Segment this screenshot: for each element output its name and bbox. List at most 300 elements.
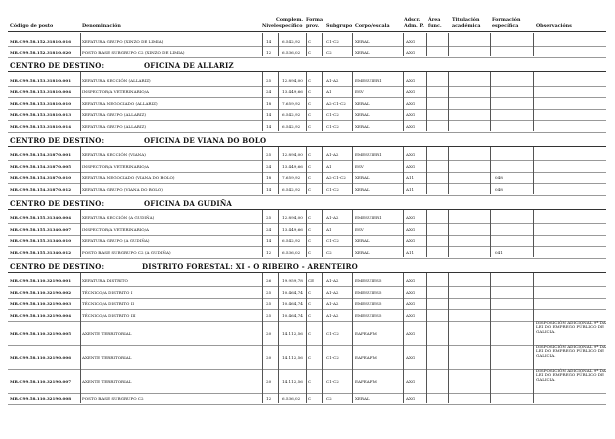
column-divider — [262, 319, 263, 344]
cell-complemento: 19.959,78 — [282, 278, 303, 284]
cell-adscrip: AXG — [406, 38, 416, 44]
cell-adscrip: AXG — [406, 396, 416, 402]
header-observacions: Observacións — [536, 23, 572, 29]
column-divider — [278, 44, 279, 56]
cell-subgrupo: C1-C2 — [326, 238, 339, 244]
cell-adscrip: AXG — [406, 301, 416, 307]
cell-nivel: 20 — [266, 378, 272, 384]
cell-corpo: ESV — [355, 226, 364, 232]
column-divider — [533, 367, 534, 392]
cell-complemento: 13.449,66 — [282, 226, 303, 232]
cell-complemento: 6.536,02 — [282, 49, 301, 55]
column-divider — [278, 343, 279, 368]
cell-complemento: 14.112,56 — [282, 354, 303, 360]
cell-forma: C — [308, 238, 312, 244]
cell-codigo: MR.C99.58.153.31810.013 — [10, 112, 72, 118]
cell-nivel: 14 — [266, 186, 272, 192]
cell-corpo: XERAL — [355, 112, 370, 118]
column-divider — [426, 343, 427, 368]
cell-subgrupo: C1-C2 — [326, 112, 339, 118]
section-label: CENTRO DE DESTINO: — [10, 61, 105, 70]
cell-subgrupo: A1-A2 — [326, 301, 339, 307]
cell-adscrip: AXG — [406, 312, 416, 318]
cell-forma: C — [308, 100, 312, 106]
cell-denominacion: POSTO BASE SUBGRUPO C2 (XINZO DE LIMIA) — [82, 49, 185, 55]
cell-corpo: EAFEAFM — [355, 354, 377, 360]
cell-complemento: 6.542,92 — [282, 186, 301, 192]
cell-adscrip: AXG — [406, 289, 416, 295]
cell-corpo: EAFEAFM — [355, 330, 377, 336]
cell-denominacion: POSTO BASE SUBGRUPO C2 (A GUDIÑA) — [82, 249, 171, 255]
column-divider — [262, 118, 263, 131]
cell-adscrip: AXG — [406, 112, 416, 118]
row-divider — [8, 46, 606, 47]
column-divider — [322, 44, 323, 56]
cell-corpo: EMESUIER1 — [355, 77, 382, 83]
cell-complemento: 7.659,92 — [282, 100, 301, 106]
cell-subgrupo: A1-A2 — [326, 312, 339, 318]
cell-adscrip: AXG — [406, 215, 416, 221]
cell-nivel: 25 — [266, 312, 272, 318]
column-divider — [322, 319, 323, 344]
cell-subgrupo: C2 — [326, 249, 332, 255]
cell-subgrupo: A1-A2 — [326, 289, 339, 295]
cell-complemento: 6.536,02 — [282, 396, 301, 402]
cell-subgrupo: A1 — [326, 163, 332, 169]
cell-denominacion: TÉCNICO/A DISTRITO II — [82, 301, 134, 307]
cell-complemento: 6.542,92 — [282, 112, 301, 118]
column-divider — [448, 343, 449, 368]
cell-corpo: XERAL — [355, 175, 370, 181]
column-divider — [426, 319, 427, 344]
header-denominacion: Denominación — [82, 23, 121, 29]
cell-corpo: EMESUIES5 — [355, 278, 382, 284]
row-divider — [8, 298, 606, 299]
cell-complemento: 10.464,74 — [282, 289, 303, 295]
column-divider — [533, 44, 534, 56]
cell-complemento: 6.536,02 — [282, 249, 301, 255]
cell-nivel: 25 — [266, 301, 272, 307]
column-divider — [278, 118, 279, 131]
cell-corpo: XERAL — [355, 249, 370, 255]
cell-forma: C — [308, 354, 312, 360]
cell-adscrip: AXG — [406, 163, 416, 169]
cell-denominacion: TÉCNICO/A DISTRITO I — [82, 289, 133, 295]
column-divider — [533, 181, 534, 194]
cell-formacion: 048 — [495, 186, 503, 192]
cell-denominacion: XEFATURA DISTRITO — [82, 278, 128, 284]
column-divider — [448, 244, 449, 257]
column-divider — [448, 181, 449, 194]
cell-nivel: 12 — [266, 249, 272, 255]
header-corpo: Corpo/escala — [355, 23, 390, 29]
cell-complemento: 6.542,92 — [282, 38, 301, 44]
cell-corpo: XERAL — [355, 38, 370, 44]
cell-forma: C — [308, 175, 312, 181]
column-divider — [490, 367, 491, 392]
row-divider — [8, 86, 606, 87]
column-divider — [352, 118, 353, 131]
column-divider — [352, 343, 353, 368]
cell-forma: C — [308, 396, 312, 402]
column-divider — [262, 343, 263, 368]
row-divider — [8, 393, 606, 394]
cell-denominacion: POSTO BASE SUBGRUPO C2 — [82, 396, 144, 402]
column-divider — [490, 343, 491, 368]
column-divider — [533, 391, 534, 404]
cell-formacion: 048 — [495, 175, 503, 181]
row-divider — [8, 57, 606, 58]
cell-forma: C — [308, 378, 312, 384]
cell-corpo: XERAL — [355, 123, 370, 129]
cell-subgrupo: A1-A2 — [326, 77, 339, 83]
cell-subgrupo: C1-C2 — [326, 378, 339, 384]
cell-corpo: EMESUIES5 — [355, 289, 382, 295]
column-divider — [262, 244, 263, 257]
column-divider — [306, 118, 307, 131]
column-divider — [490, 391, 491, 404]
section-name: DISTRITO FORESTAL: XI - O RIBEIRO - ARENTEIRO — [142, 261, 358, 271]
cell-subgrupo: A1-A2 — [326, 152, 339, 158]
column-divider — [352, 391, 353, 404]
cell-codigo: MR.C99.58.110.32190.004 — [10, 312, 72, 318]
column-divider — [306, 181, 307, 194]
cell-forma: C — [308, 249, 312, 255]
cell-denominacion: AXENTE TERRITORIAL — [82, 354, 132, 360]
cell-codigo: MR.C99.58.110.32190.002 — [10, 289, 72, 295]
column-divider — [322, 118, 323, 131]
cell-forma: C — [308, 77, 312, 83]
column-divider — [448, 391, 449, 404]
cell-nivel: 14 — [266, 238, 272, 244]
section-label: CENTRO DE DESTINO: — [10, 198, 105, 208]
cell-nivel: 25 — [266, 289, 272, 295]
cell-complemento: 14.112,56 — [282, 378, 303, 384]
column-divider — [533, 343, 534, 368]
row-divider — [8, 345, 606, 346]
row-divider — [8, 160, 606, 161]
cell-nivel: 25 — [266, 77, 272, 83]
column-divider — [352, 319, 353, 344]
cell-complemento: 7.659,92 — [282, 175, 301, 181]
row-divider — [8, 132, 606, 133]
column-divider — [352, 44, 353, 56]
column-divider — [80, 118, 81, 131]
row-divider — [8, 286, 606, 287]
section-rule — [8, 209, 606, 210]
column-divider — [262, 367, 263, 392]
column-divider — [403, 181, 404, 194]
row-divider — [8, 120, 606, 121]
section-rule — [8, 272, 606, 273]
cell-denominacion: XEFATURA GRUPO (ALLARIZ) — [82, 123, 146, 129]
column-divider — [306, 319, 307, 344]
column-divider — [322, 181, 323, 194]
column-divider — [262, 44, 263, 56]
cell-nivel: 14 — [266, 112, 272, 118]
cell-nivel: 12 — [266, 49, 272, 55]
cell-complemento: 13.449,66 — [282, 89, 303, 95]
cell-codigo: MR.C99.58.155.31340.007 — [10, 226, 72, 232]
cell-corpo: ESV — [355, 163, 364, 169]
cell-corpo: XERAL — [355, 186, 370, 192]
cell-codigo: MR.C99.58.110.32190.005 — [10, 330, 72, 336]
cell-complemento: 6.542,92 — [282, 123, 301, 129]
cell-subgrupo: C1-C2 — [326, 186, 339, 192]
cell-nivel: 25 — [266, 215, 272, 221]
cell-denominacion: XEFATURA SECCIÓN (ALLARIZ) — [82, 77, 151, 83]
row-divider — [8, 246, 606, 247]
cell-nivel: 18 — [266, 100, 272, 106]
cell-forma: C — [308, 89, 312, 95]
column-divider — [403, 343, 404, 368]
section-name: OFICINA DE VIANA DO BOLO — [144, 135, 267, 145]
cell-adscrip: AXG — [406, 152, 416, 158]
cell-nivel: 20 — [266, 354, 272, 360]
cell-observacions: DISPOSICIÓN ADICIONAL 9ª DA LEI DO EMPREGO PÚBLICO DE GALICIA. — [536, 367, 606, 382]
row-divider — [8, 321, 606, 322]
cell-subgrupo: C1-C2 — [326, 354, 339, 360]
column-divider — [426, 118, 427, 131]
cell-codigo: MR.C99.58.154.31870.012 — [10, 186, 72, 192]
cell-subgrupo: A1-A2 — [326, 278, 339, 284]
cell-codigo: MR.C99.58.110.32190.007 — [10, 378, 72, 384]
header-rule — [8, 31, 606, 32]
cell-denominacion: XEFATURA NEGOCIADO (VIANA DO BOLO) — [82, 175, 175, 181]
row-divider — [8, 195, 606, 196]
column-divider — [426, 181, 427, 194]
cell-subgrupo: A2-C1-C2 — [326, 100, 346, 106]
cell-codigo: MR.C99.58.153.31810.001 — [10, 77, 72, 83]
row-divider — [8, 258, 606, 259]
cell-forma: C — [308, 163, 312, 169]
column-divider — [306, 244, 307, 257]
row-divider — [8, 223, 606, 224]
cell-adscrip: A11 — [406, 186, 415, 192]
cell-forma: C — [308, 289, 312, 295]
cell-denominacion: XEFATURA GRUPO (ALLARIZ) — [82, 112, 146, 118]
column-divider — [80, 244, 81, 257]
column-divider — [448, 367, 449, 392]
section-rule — [8, 71, 606, 72]
cell-codigo: MR.C99.58.110.32190.006 — [10, 354, 72, 360]
column-divider — [278, 391, 279, 404]
cell-codigo: MR.C99.58.110.32190.008 — [10, 396, 72, 402]
column-divider — [306, 343, 307, 368]
column-divider — [403, 391, 404, 404]
cell-denominacion: INSPECTOR/A VETERINARIO/A — [82, 89, 149, 95]
cell-adscrip: AXG — [406, 226, 416, 232]
header-forma: Forma prov. — [306, 17, 324, 29]
cell-corpo: EMESUIER1 — [355, 152, 382, 158]
cell-forma: C — [308, 152, 312, 158]
column-divider — [448, 44, 449, 56]
column-divider — [262, 391, 263, 404]
cell-adscrip: AXG — [406, 378, 416, 384]
column-divider — [403, 319, 404, 344]
column-divider — [278, 319, 279, 344]
column-divider — [80, 181, 81, 194]
cell-codigo: MR.C99.58.152.31810.020 — [10, 49, 72, 55]
cell-codigo: MR.C99.58.155.31340.004 — [10, 215, 72, 221]
cell-adscrip: AXG — [406, 354, 416, 360]
cell-nivel: 24 — [266, 163, 272, 169]
cell-forma: C — [308, 301, 312, 307]
cell-complemento: 12.894,00 — [282, 152, 303, 158]
column-divider — [426, 244, 427, 257]
cell-complemento: 12.894,00 — [282, 77, 303, 83]
cell-denominacion: XEFATURA GRUPO (XINZO DE LIMIA) — [82, 38, 164, 44]
section-label: CENTRO DE DESTINO: — [10, 135, 105, 145]
header-nivel: Nivel — [262, 23, 276, 29]
cell-corpo: EAFEAFM — [355, 378, 377, 384]
header-codigo: Código de posto — [10, 23, 54, 29]
cell-forma: C — [308, 38, 312, 44]
cell-adscrip: AXG — [406, 123, 416, 129]
cell-forma: C — [308, 112, 312, 118]
cell-adscrip: AXG — [406, 77, 416, 83]
cell-forma: CE — [308, 278, 315, 284]
column-divider — [490, 118, 491, 131]
row-divider — [8, 404, 606, 405]
column-divider — [403, 367, 404, 392]
column-divider — [490, 319, 491, 344]
column-divider — [306, 391, 307, 404]
column-divider — [306, 367, 307, 392]
header-subgrupo: Subgrupo — [326, 23, 353, 29]
section-rule — [8, 146, 606, 147]
column-divider — [426, 391, 427, 404]
cell-codigo: MR.C99.58.153.31810.010 — [10, 100, 72, 106]
cell-complemento: 14.112,56 — [282, 330, 303, 336]
column-divider — [403, 118, 404, 131]
cell-nivel: 14 — [266, 123, 272, 129]
cell-codigo: MR.C99.58.155.31340.012 — [10, 249, 72, 255]
cell-denominacion: AXENTE TERRITORIAL — [82, 330, 132, 336]
cell-nivel: 25 — [266, 152, 272, 158]
cell-codigo: MR.C99.58.154.31870.010 — [10, 175, 72, 181]
column-divider — [322, 244, 323, 257]
cell-adscrip: AXG — [406, 89, 416, 95]
cell-denominacion: XEFATURA SECCIÓN (A GUDIÑA) — [82, 215, 155, 221]
header-complemento: Complem. específico — [276, 17, 304, 29]
cell-nivel: 20 — [266, 330, 272, 336]
cell-codigo: MR.C99.58.154.31870.005 — [10, 163, 72, 169]
cell-corpo: ESV — [355, 89, 364, 95]
column-divider — [80, 44, 81, 56]
cell-denominacion: TÉCNICO/A DISTRITO III — [82, 312, 136, 318]
cell-codigo: MR.C99.58.155.31340.010 — [10, 238, 72, 244]
cell-nivel: 24 — [266, 89, 272, 95]
cell-forma: C — [308, 215, 312, 221]
cell-nivel: 14 — [266, 38, 272, 44]
cell-adscrip: AXG — [406, 330, 416, 336]
row-divider — [8, 172, 606, 173]
cell-denominacion: XEFATURA GRUPO (VIANA DO BOLO) — [82, 186, 163, 192]
cell-codigo: MR.C99.58.153.31810.004 — [10, 89, 72, 95]
cell-complemento: 12.894,00 — [282, 215, 303, 221]
cell-adscrip: AXG — [406, 49, 416, 55]
cell-forma: C — [308, 123, 312, 129]
column-divider — [533, 244, 534, 257]
cell-adscrip: AXG — [406, 100, 416, 106]
cell-subgrupo: A1 — [326, 89, 332, 95]
row-divider — [8, 109, 606, 110]
column-divider — [306, 44, 307, 56]
cell-complemento: 10.464,74 — [282, 301, 303, 307]
column-divider — [352, 244, 353, 257]
row-divider — [8, 309, 606, 310]
cell-nivel: 12 — [266, 396, 272, 402]
cell-codigo: MR.C99.58.110.32190.001 — [10, 278, 72, 284]
column-divider — [426, 367, 427, 392]
cell-subgrupo: C1-C2 — [326, 123, 339, 129]
column-divider — [80, 367, 81, 392]
cell-nivel: 24 — [266, 226, 272, 232]
cell-observacions: DISPOSICIÓN ADICIONAL 9ª DA LEI DO EMPREGO PÚBLICO DE GALICIA. — [536, 319, 606, 334]
header-titulacion: Titulación académica — [452, 17, 481, 29]
section-label: CENTRO DE DESTINO: — [10, 261, 105, 271]
cell-forma: C — [308, 226, 312, 232]
column-divider — [448, 319, 449, 344]
cell-subgrupo: C1-C2 — [326, 38, 339, 44]
column-divider — [533, 319, 534, 344]
cell-denominacion: AXENTE TERRITORIAL — [82, 378, 132, 384]
cell-denominacion: XEFATURA GRUPO (A GUDIÑA) — [82, 238, 150, 244]
cell-subgrupo: A1 — [326, 226, 332, 232]
column-divider — [352, 367, 353, 392]
column-divider — [322, 367, 323, 392]
cell-complemento: 6.542,92 — [282, 238, 301, 244]
section-name: OFICINA DA GUDIÑA — [144, 198, 233, 208]
cell-complemento: 10.464,74 — [282, 312, 303, 318]
column-divider — [403, 44, 404, 56]
cell-forma: C — [308, 330, 312, 336]
row-divider — [8, 183, 606, 184]
cell-adscrip: AXG — [406, 238, 416, 244]
cell-adscrip: A11 — [406, 175, 415, 181]
cell-forma: C — [308, 186, 312, 192]
cell-nivel: 18 — [266, 175, 272, 181]
column-divider — [352, 181, 353, 194]
column-divider — [278, 367, 279, 392]
cell-corpo: XERAL — [355, 100, 370, 106]
column-divider — [448, 118, 449, 131]
cell-corpo: EMESUIER1 — [355, 215, 382, 221]
column-divider — [80, 343, 81, 368]
cell-subgrupo: A2-C1-C2 — [326, 175, 346, 181]
column-divider — [80, 391, 81, 404]
cell-denominacion: INSPECTOR/A VETERINARIO/A — [82, 163, 149, 169]
column-divider — [533, 118, 534, 131]
cell-denominacion: XEFATURA NEGOCIADO (ALLARIZ) — [82, 100, 158, 106]
column-divider — [490, 244, 491, 257]
cell-nivel: 26 — [266, 278, 272, 284]
cell-adscrip: AXG — [406, 278, 416, 284]
row-divider — [8, 369, 606, 370]
cell-adscrip: A11 — [406, 249, 415, 255]
row-divider — [8, 235, 606, 236]
column-divider — [490, 181, 491, 194]
column-divider — [278, 244, 279, 257]
cell-corpo: XERAL — [355, 238, 370, 244]
column-divider — [426, 44, 427, 56]
cell-forma: C — [308, 312, 312, 318]
header-adscrip: Adscr. Adm. P. — [404, 17, 424, 29]
column-divider — [80, 319, 81, 344]
cell-corpo: EMESUIES5 — [355, 312, 382, 318]
cell-codigo: MR.C99.58.153.31810.014 — [10, 123, 72, 129]
